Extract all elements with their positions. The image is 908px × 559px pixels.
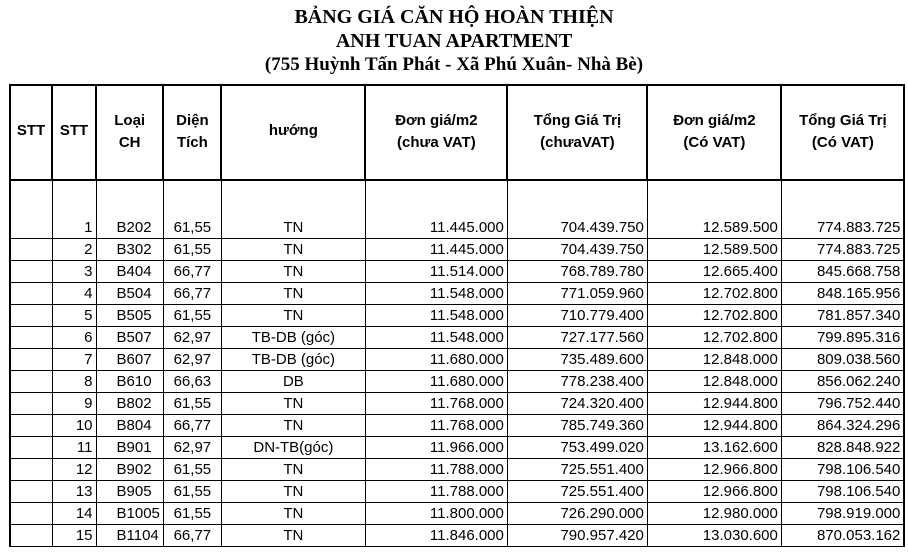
cell-don-gia-chua-vat: 11.768.000 — [365, 393, 507, 415]
cell-stt-outer — [10, 327, 52, 349]
cell-stt-outer — [10, 481, 52, 503]
cell-tong-gia-tri-co-vat: 796.752.440 — [781, 393, 904, 415]
cell-huong: TN — [221, 459, 365, 481]
cell-loai-ch: B901 — [96, 437, 163, 459]
cell-tong-gia-tri-chua-vat: 768.789.780 — [507, 261, 647, 283]
table-row — [10, 503, 904, 525]
cell-huong: TN — [221, 393, 365, 415]
header-dien-tich: Diện Tích — [163, 85, 221, 180]
cell-don-gia-co-vat: 12.589.500 — [647, 239, 781, 261]
cell-tong-gia-tri-chua-vat: 727.177.560 — [507, 327, 647, 349]
cell-stt-outer — [10, 261, 52, 283]
cell-don-gia-chua-vat: 11.966.000 — [365, 437, 507, 459]
cell-don-gia-co-vat: 12.944.800 — [647, 393, 781, 415]
cell-stt-outer — [10, 437, 52, 459]
cell-tong-gia-tri-chua-vat: 735.489.600 — [507, 349, 647, 371]
cell-loai-ch: B905 — [96, 481, 163, 503]
cell-dien-tich: 66,77 — [163, 415, 221, 437]
price-table — [9, 84, 905, 547]
cell-tong-gia-tri-co-vat: 848.165.956 — [781, 283, 904, 305]
cell-stt-outer — [10, 459, 52, 481]
cell-dien-tich: 62,97 — [163, 327, 221, 349]
cell-tong-gia-tri-co-vat: 798.919.000 — [781, 503, 904, 525]
table-row — [10, 415, 904, 437]
cell-tong-gia-tri-chua-vat: 726.290.000 — [507, 503, 647, 525]
cell-stt-outer — [10, 525, 52, 547]
cell-dien-tich: 61,55 — [163, 459, 221, 481]
cell-don-gia-co-vat: 12.966.800 — [647, 459, 781, 481]
cell-stt: 10 — [52, 415, 96, 437]
cell-huong: TB-DB (góc) — [221, 349, 365, 371]
cell-tong-gia-tri-co-vat: 864.324.296 — [781, 415, 904, 437]
table-row — [10, 481, 904, 503]
cell-loai-ch: B504 — [96, 283, 163, 305]
cell-huong: DB — [221, 371, 365, 393]
cell-tong-gia-tri-co-vat: 870.053.162 — [781, 525, 904, 547]
cell-loai-ch: B802 — [96, 393, 163, 415]
table-row — [10, 371, 904, 393]
header-row — [10, 85, 904, 180]
table-row — [10, 349, 904, 371]
cell-don-gia-chua-vat: 11.788.000 — [365, 459, 507, 481]
header-stt: STT — [52, 85, 96, 180]
cell-dien-tich: 61,55 — [163, 503, 221, 525]
header-don-gia-chua-vat: Đơn giá/m2 (chưa VAT) — [365, 85, 507, 180]
cell-don-gia-co-vat: 12.848.000 — [647, 371, 781, 393]
header-stt-outer: STT — [10, 85, 52, 180]
cell-dien-tich: 66,77 — [163, 283, 221, 305]
cell-huong: TN — [221, 239, 365, 261]
cell-stt-outer — [10, 503, 52, 525]
cell-huong: TN — [221, 503, 365, 525]
cell-huong: TN — [221, 261, 365, 283]
cell-don-gia-chua-vat: 11.548.000 — [365, 327, 507, 349]
cell-stt: 5 — [52, 305, 96, 327]
cell-tong-gia-tri-chua-vat: 790.957.420 — [507, 525, 647, 547]
cell-tong-gia-tri-chua-vat: 771.059.960 — [507, 283, 647, 305]
cell-stt-outer — [10, 283, 52, 305]
table-row — [10, 217, 904, 239]
cell-tong-gia-tri-chua-vat: 704.439.750 — [507, 217, 647, 239]
cell-don-gia-chua-vat: 11.445.000 — [365, 239, 507, 261]
cell-dien-tich: 66,77 — [163, 525, 221, 547]
cell-tong-gia-tri-chua-vat: 724.320.400 — [507, 393, 647, 415]
cell-tong-gia-tri-co-vat: 781.857.340 — [781, 305, 904, 327]
cell-don-gia-chua-vat: 11.680.000 — [365, 371, 507, 393]
cell-huong: TN — [221, 525, 365, 547]
cell-tong-gia-tri-co-vat: 774.883.725 — [781, 217, 904, 239]
cell-huong: TN — [221, 217, 365, 239]
cell-don-gia-chua-vat: 11.548.000 — [365, 305, 507, 327]
cell-dien-tich: 62,97 — [163, 437, 221, 459]
cell-stt: 6 — [52, 327, 96, 349]
cell-dien-tich: 61,55 — [163, 305, 221, 327]
table-row — [10, 437, 904, 459]
cell-loai-ch: B610 — [96, 371, 163, 393]
cell-don-gia-co-vat: 12.702.800 — [647, 327, 781, 349]
title-address: (755 Huỳnh Tấn Phát - Xã Phú Xuân- Nhà Bè) — [264, 54, 644, 75]
cell-stt-outer — [10, 239, 52, 261]
cell-tong-gia-tri-co-vat: 799.895.316 — [781, 327, 904, 349]
cell-tong-gia-tri-chua-vat: 785.749.360 — [507, 415, 647, 437]
cell-stt: 1 — [52, 217, 96, 239]
cell-don-gia-co-vat: 12.702.800 — [647, 283, 781, 305]
cell-stt: 3 — [52, 261, 96, 283]
header-don-gia-co-vat: Đơn giá/m2 (Có VAT) — [647, 85, 781, 180]
cell-don-gia-chua-vat: 11.445.000 — [365, 217, 507, 239]
cell-don-gia-co-vat: 13.030.600 — [647, 525, 781, 547]
cell-stt-outer — [10, 305, 52, 327]
table-row — [10, 525, 904, 547]
cell-don-gia-chua-vat: 11.768.000 — [365, 415, 507, 437]
cell-stt: 12 — [52, 459, 96, 481]
cell-tong-gia-tri-co-vat: 809.038.560 — [781, 349, 904, 371]
cell-stt: 4 — [52, 283, 96, 305]
table-body — [10, 180, 904, 547]
table-row — [10, 261, 904, 283]
cell-tong-gia-tri-chua-vat: 710.779.400 — [507, 305, 647, 327]
cell-stt-outer — [10, 349, 52, 371]
document-title — [0, 0, 908, 77]
cell-huong: TB-DB (góc) — [221, 327, 365, 349]
cell-loai-ch: B507 — [96, 327, 163, 349]
cell-don-gia-co-vat: 12.966.800 — [647, 481, 781, 503]
cell-tong-gia-tri-co-vat: 828.848.922 — [781, 437, 904, 459]
header-huong: hướng — [221, 85, 365, 180]
cell-loai-ch: B202 — [96, 217, 163, 239]
cell-huong: TN — [221, 305, 365, 327]
cell-huong: TN — [221, 481, 365, 503]
cell-stt: 8 — [52, 371, 96, 393]
cell-loai-ch: B607 — [96, 349, 163, 371]
cell-dien-tich: 66,77 — [163, 261, 221, 283]
cell-don-gia-co-vat: 12.702.800 — [647, 305, 781, 327]
cell-dien-tich: 61,55 — [163, 217, 221, 239]
cell-loai-ch: B804 — [96, 415, 163, 437]
title-line-2: ANH TUAN APARTMENT — [335, 30, 573, 52]
cell-dien-tich: 62,97 — [163, 349, 221, 371]
cell-tong-gia-tri-co-vat: 774.883.725 — [781, 239, 904, 261]
cell-dien-tich: 61,55 — [163, 239, 221, 261]
table-row — [10, 459, 904, 481]
cell-loai-ch: B505 — [96, 305, 163, 327]
cell-huong: DN-TB(góc) — [221, 437, 365, 459]
table-row — [10, 283, 904, 305]
cell-don-gia-co-vat: 13.162.600 — [647, 437, 781, 459]
cell-stt: 7 — [52, 349, 96, 371]
cell-don-gia-chua-vat: 11.548.000 — [365, 283, 507, 305]
cell-stt-outer — [10, 393, 52, 415]
cell-don-gia-chua-vat: 11.680.000 — [365, 349, 507, 371]
cell-huong: TN — [221, 283, 365, 305]
cell-dien-tich: 61,55 — [163, 393, 221, 415]
cell-don-gia-chua-vat: 11.846.000 — [365, 525, 507, 547]
spacer-row — [10, 180, 904, 217]
cell-don-gia-co-vat: 12.848.000 — [647, 349, 781, 371]
table-row — [10, 327, 904, 349]
cell-don-gia-co-vat: 12.980.000 — [647, 503, 781, 525]
cell-loai-ch: B302 — [96, 239, 163, 261]
cell-huong: TN — [221, 415, 365, 437]
cell-dien-tich: 66,63 — [163, 371, 221, 393]
cell-stt: 11 — [52, 437, 96, 459]
cell-loai-ch: B404 — [96, 261, 163, 283]
cell-don-gia-chua-vat: 11.514.000 — [365, 261, 507, 283]
cell-dien-tich: 61,55 — [163, 481, 221, 503]
table-row — [10, 393, 904, 415]
cell-loai-ch: B1104 — [96, 525, 163, 547]
cell-stt: 9 — [52, 393, 96, 415]
header-loai-ch: Loại CH — [96, 85, 163, 180]
cell-stt: 2 — [52, 239, 96, 261]
cell-don-gia-chua-vat: 11.788.000 — [365, 481, 507, 503]
title-line-1: BẢNG GIÁ CĂN HỘ HOÀN THIỆN — [294, 6, 614, 28]
cell-stt: 15 — [52, 525, 96, 547]
header-tong-gia-tri-chua-vat: Tổng Giá Trị (chưaVAT) — [507, 85, 647, 180]
cell-tong-gia-tri-chua-vat: 725.551.400 — [507, 459, 647, 481]
cell-stt: 13 — [52, 481, 96, 503]
header-tong-gia-tri-co-vat: Tổng Giá Trị (Có VAT) — [781, 85, 904, 180]
cell-tong-gia-tri-co-vat: 845.668.758 — [781, 261, 904, 283]
cell-don-gia-chua-vat: 11.800.000 — [365, 503, 507, 525]
cell-tong-gia-tri-chua-vat: 725.551.400 — [507, 481, 647, 503]
cell-don-gia-co-vat: 12.944.800 — [647, 415, 781, 437]
cell-tong-gia-tri-co-vat: 798.106.540 — [781, 481, 904, 503]
cell-loai-ch: B1005 — [96, 503, 163, 525]
cell-tong-gia-tri-chua-vat: 753.499.020 — [507, 437, 647, 459]
cell-tong-gia-tri-co-vat: 856.062.240 — [781, 371, 904, 393]
cell-stt-outer — [10, 371, 52, 393]
table-row — [10, 305, 904, 327]
cell-don-gia-co-vat: 12.589.500 — [647, 217, 781, 239]
cell-loai-ch: B902 — [96, 459, 163, 481]
cell-stt: 14 — [52, 503, 96, 525]
table-row — [10, 239, 904, 261]
cell-tong-gia-tri-chua-vat: 778.238.400 — [507, 371, 647, 393]
cell-tong-gia-tri-co-vat: 798.106.540 — [781, 459, 904, 481]
cell-tong-gia-tri-chua-vat: 704.439.750 — [507, 239, 647, 261]
cell-stt-outer — [10, 415, 52, 437]
cell-don-gia-co-vat: 12.665.400 — [647, 261, 781, 283]
cell-stt-outer — [10, 217, 52, 239]
